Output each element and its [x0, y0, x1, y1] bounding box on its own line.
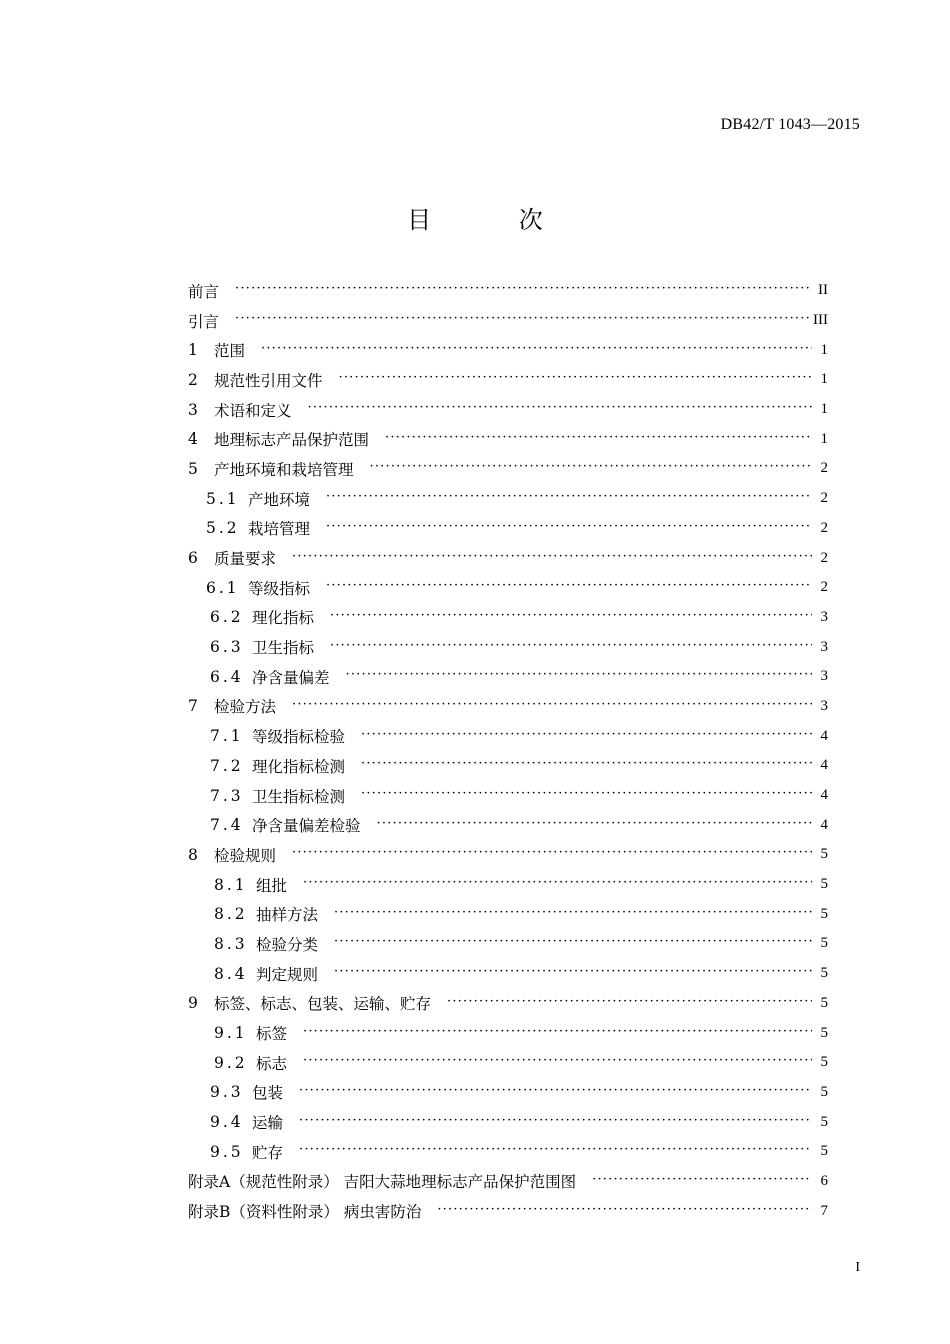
toc-subentry[interactable]: [188, 1107, 828, 1137]
toc-leader: [447, 994, 812, 1009]
toc-label: 引言: [188, 312, 220, 331]
toc-page: 5: [820, 1143, 828, 1160]
toc-label: 检验分类: [256, 935, 319, 954]
toc-page: 5: [820, 1113, 828, 1130]
toc-subentry[interactable]: [188, 751, 828, 781]
toc-number: 6: [188, 549, 201, 568]
toc-label: 卫生指标检测: [252, 787, 346, 806]
toc-page: 5: [820, 1024, 828, 1041]
toc-leader: [330, 638, 812, 653]
toc-label: 标签、标志、包装、运输、贮存: [214, 995, 432, 1014]
toc-page: 5: [820, 1083, 828, 1100]
toc-leader: [377, 816, 812, 831]
toc-label: 附录A（规范性附录） 吉阳大蒜地理标志产品保护范围图: [188, 1173, 577, 1192]
toc-number: 3: [188, 400, 201, 419]
toc-subentry[interactable]: [188, 721, 828, 751]
toc-label: 净含量偏差: [252, 668, 330, 687]
toc-number: 9.2: [214, 1053, 248, 1072]
toc-leader: [292, 549, 812, 564]
toc-page: 2: [820, 549, 828, 566]
toc-page: 4: [820, 816, 828, 833]
toc-leader: [303, 875, 812, 890]
toc-number: 5: [188, 459, 201, 478]
toc-page: 1: [820, 401, 828, 418]
toc-label: 范围: [214, 342, 246, 361]
toc-page: 3: [820, 697, 828, 714]
toc-label: 质量要求: [214, 550, 277, 569]
toc-number: 5.1: [206, 489, 240, 508]
toc-number: 9.3: [210, 1083, 244, 1102]
toc-leader: [370, 459, 812, 474]
toc-leader: [346, 667, 812, 682]
toc-number: 8: [188, 845, 201, 864]
toc-label: 组批: [256, 876, 288, 895]
toc-entry[interactable]: [188, 454, 828, 484]
toc-label: 运输: [252, 1114, 284, 1133]
toc-leader: [592, 1172, 812, 1187]
toc-page: 3: [820, 608, 828, 625]
toc-entry-foreword[interactable]: [188, 276, 828, 306]
toc-page: 2: [820, 519, 828, 536]
toc-subentry[interactable]: [188, 632, 828, 662]
toc-page: 1: [820, 371, 828, 388]
toc-label: 前言: [188, 282, 220, 301]
toc-entry[interactable]: [188, 365, 828, 395]
toc-page: 5: [820, 965, 828, 982]
page-title: 目 次: [407, 206, 583, 234]
toc-label: 术语和定义: [214, 401, 292, 420]
toc-entry-introduction[interactable]: [188, 306, 828, 336]
document-code: DB42/T 1043—2015: [720, 116, 860, 133]
toc-label: 附录B（资料性附录） 病虫害防治: [188, 1203, 422, 1222]
toc-label: 理化指标: [252, 609, 315, 628]
toc-number: 5.2: [206, 519, 240, 538]
toc-label: 产地环境和栽培管理: [214, 460, 354, 479]
toc-entry[interactable]: [188, 543, 828, 573]
toc-number: 8.1: [214, 875, 248, 894]
toc-page: 2: [820, 579, 828, 596]
toc-entry[interactable]: [188, 424, 828, 454]
toc-subentry[interactable]: [188, 899, 828, 929]
toc-number: 9.4: [210, 1113, 244, 1132]
toc-page: 5: [820, 935, 828, 952]
toc-page: 4: [820, 727, 828, 744]
toc-page: 5: [820, 876, 828, 893]
toc-number: 6.1: [206, 578, 240, 597]
toc-label: 检验规则: [214, 846, 277, 865]
toc-label: 判定规则: [256, 965, 319, 984]
toc-page: 4: [820, 787, 828, 804]
toc-leader: [326, 489, 812, 504]
toc-subentry[interactable]: [188, 959, 828, 989]
toc-leader: [326, 519, 812, 534]
toc-leader: [385, 430, 812, 445]
toc-subentry[interactable]: [188, 810, 828, 840]
toc-leader: [299, 1083, 812, 1098]
page-number: I: [855, 1260, 860, 1275]
toc-leader: [235, 281, 812, 296]
toc-leader: [361, 786, 812, 801]
toc-page: II: [818, 282, 828, 299]
toc-subentry[interactable]: [188, 1018, 828, 1048]
toc-label: 规范性引用文件: [214, 371, 323, 390]
toc-label: 净含量偏差检验: [252, 817, 361, 836]
toc-page: 1: [820, 341, 828, 358]
toc-page: 3: [820, 638, 828, 655]
toc-subentry[interactable]: [188, 573, 828, 603]
toc-leader: [334, 964, 812, 979]
toc-number: 7.3: [210, 786, 244, 805]
toc-entry[interactable]: [188, 692, 828, 722]
toc-leader: [303, 1024, 812, 1039]
toc-number: 9: [188, 994, 201, 1013]
toc-page: 5: [820, 1054, 828, 1071]
toc-entry[interactable]: [188, 989, 828, 1019]
toc-leader: [361, 756, 812, 771]
toc-leader: [235, 311, 809, 326]
toc-leader: [299, 1142, 812, 1157]
toc-number: 6.2: [210, 608, 244, 627]
toc-leader: [261, 341, 812, 356]
toc-subentry[interactable]: [188, 929, 828, 959]
toc-leader: [308, 400, 812, 415]
toc-leader: [326, 578, 812, 593]
toc-subentry[interactable]: [188, 603, 828, 633]
toc-number: 7.2: [210, 756, 244, 775]
table-of-contents: [188, 276, 828, 1226]
toc-leader: [292, 845, 812, 860]
toc-number: 6.3: [210, 638, 244, 657]
toc-number: 7.4: [210, 816, 244, 835]
toc-subentry[interactable]: [188, 514, 828, 544]
toc-entry-appendix-a[interactable]: [188, 1167, 828, 1197]
toc-page: 1: [820, 430, 828, 447]
toc-label: 等级指标: [248, 579, 311, 598]
toc-number: 8.3: [214, 934, 248, 953]
toc-page: 3: [820, 668, 828, 685]
toc-number: 8.2: [214, 905, 248, 924]
toc-label: 标签: [256, 1025, 288, 1044]
toc-subentry[interactable]: [188, 484, 828, 514]
toc-leader: [303, 1053, 812, 1068]
toc-label: 包装: [252, 1084, 284, 1103]
toc-page: 4: [820, 757, 828, 774]
toc-label: 栽培管理: [248, 520, 311, 539]
toc-subentry[interactable]: [188, 870, 828, 900]
toc-leader: [334, 905, 812, 920]
toc-subentry[interactable]: [188, 1078, 828, 1108]
toc-subentry[interactable]: [188, 662, 828, 692]
toc-page: 7: [820, 1202, 828, 1219]
toc-label: 理化指标检测: [252, 757, 346, 776]
toc-page: 5: [820, 994, 828, 1011]
toc-page: III: [813, 312, 828, 329]
toc-label: 卫生指标: [252, 639, 315, 658]
toc-entry[interactable]: [188, 840, 828, 870]
toc-leader: [330, 608, 812, 623]
toc-entry[interactable]: [188, 335, 828, 365]
toc-subentry[interactable]: [188, 781, 828, 811]
toc-label: 地理标志产品保护范围: [214, 431, 370, 450]
toc-label: 贮存: [252, 1143, 284, 1162]
toc-number: 6.4: [210, 667, 244, 686]
toc-entry[interactable]: [188, 395, 828, 425]
toc-leader: [292, 697, 812, 712]
toc-number: 7.1: [210, 727, 244, 746]
toc-page: 6: [820, 1172, 828, 1189]
toc-label: 标志: [256, 1054, 288, 1073]
toc-number: 2: [188, 370, 201, 389]
toc-number: 4: [188, 430, 201, 449]
toc-label: 等级指标检验: [252, 728, 346, 747]
toc-page: 2: [820, 490, 828, 507]
toc-leader: [361, 727, 812, 742]
toc-page: 2: [820, 460, 828, 477]
toc-number: 7: [188, 697, 201, 716]
toc-number: 8.4: [214, 964, 248, 983]
toc-number: 9.1: [214, 1024, 248, 1043]
toc-number: 1: [188, 341, 201, 360]
toc-entry-appendix-b[interactable]: [188, 1196, 828, 1226]
toc-label: 产地环境: [248, 490, 311, 509]
toc-number: 9.5: [210, 1142, 244, 1161]
toc-label: 抽样方法: [256, 906, 319, 925]
toc-leader: [437, 1202, 812, 1217]
toc-subentry[interactable]: [188, 1137, 828, 1167]
toc-page: 5: [820, 846, 828, 863]
toc-subentry[interactable]: [188, 1048, 828, 1078]
toc-label: 检验方法: [214, 698, 277, 717]
toc-leader: [299, 1113, 812, 1128]
toc-page: 5: [820, 905, 828, 922]
toc-leader: [339, 370, 812, 385]
toc-leader: [334, 934, 812, 949]
